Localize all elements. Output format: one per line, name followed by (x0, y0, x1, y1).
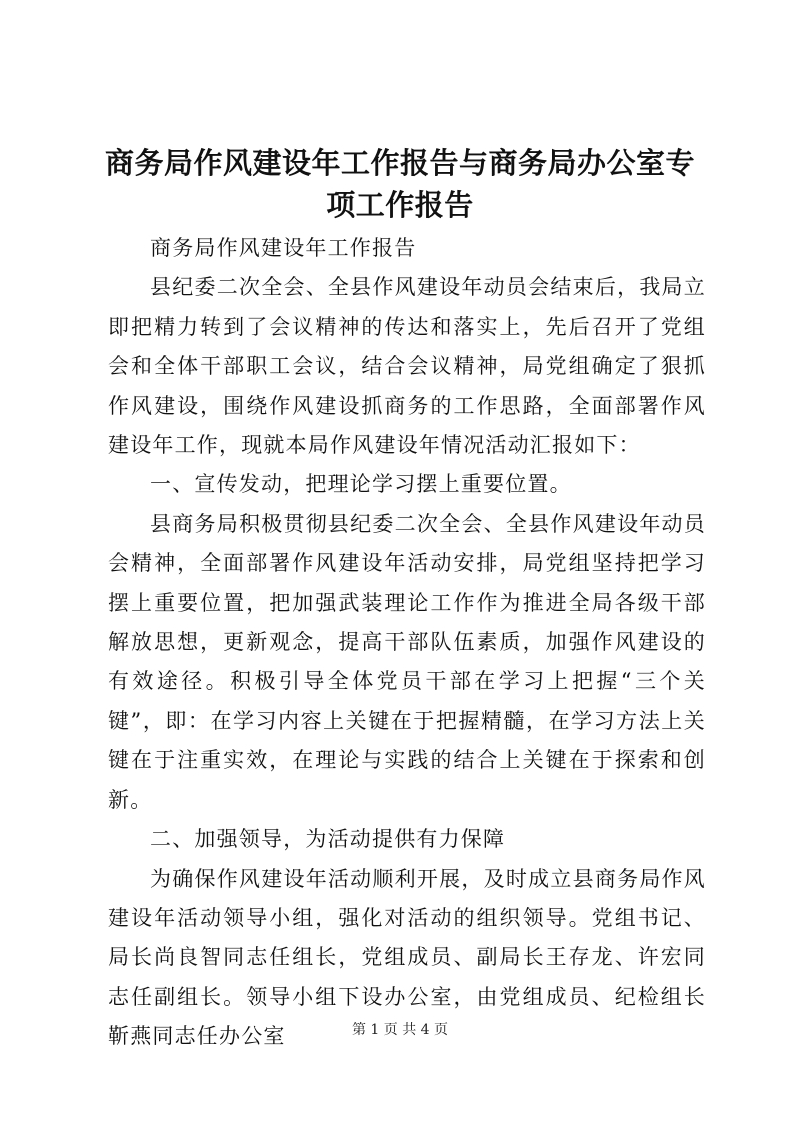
paragraph-section-1: 县商务局积极贯彻县纪委二次全会、全县作风建设年动员会精神，全面部署作风建设年活动安排，局党组坚持把学习摆上重要位置，把加强武装理论工作作为推进全局各级干部解放思想，更新观念，提高干部队伍素质，加强作风建设的有效途径。积极引导全体党员干部在学习上把握“三个关键”，即：在学习内容上关键在于把握精髓，在学习方法上关键在于注重实效，在理论与实践的结合上关键在于探索和创新。 (108, 511, 706, 812)
section-heading-2: 二、加强领导，为活动提供有力保障 (150, 827, 506, 852)
section-heading-1: 一、宣传发动，把理论学习摆上重要位置。 (150, 472, 572, 497)
paragraph-subtitle: 商务局作风建设年工作报告 (150, 236, 417, 260)
paragraph-intro: 县纪委二次全会、全县作风建设年动员会结束后，我局立即把精力转到了会议精神的传达和落实上，先后召开了党组会和全体干部职工会议，结合会议精神，局党组确定了狠抓作风建设，围绕作风建设抓商务的工作思路，全面部署作风建设年工作，现就本局作风建设年情况活动汇报如下： (108, 275, 706, 458)
document-title: 商务局作风建设年工作报告与商务局办公室专项工作报告 (104, 146, 695, 222)
page-footer: 第 1 页 共 4 页 (351, 1022, 449, 1038)
paragraph-section-2: 为确保作风建设年活动顺利开展，及时成立县商务局作风建设年活动领导小组，强化对活动的组织领导。党组书记、局长尚良智同志任组长，党组成员、副局长王存龙、许宏同志任副组长。领导小组下设办公室，由党组成员、纪检组长靳燕同志任办公室 (108, 866, 706, 1049)
document-body (108, 229, 706, 1057)
